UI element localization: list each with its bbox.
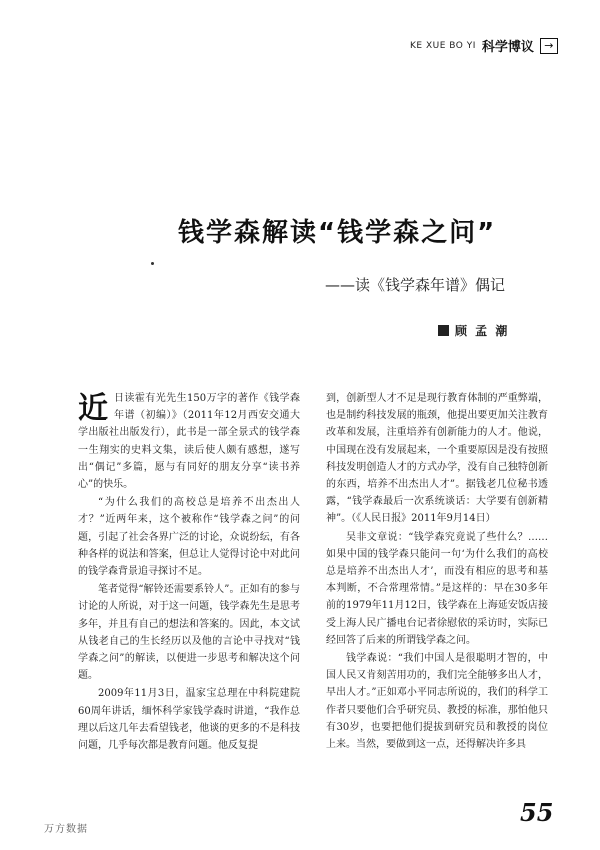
square-bullet-icon xyxy=(438,325,449,336)
paragraph: 到，创新型人才不足是现行教育体制的严重弊端，也是制约科技发展的瓶颈，他提出要更加关注教育改革和发展，注重培养有创新能力的人才。他说，中国现在没有发展起来，一个重要原因是没有按照科技发明创造人才的方式办学，没有自己独特创新的东西，培养不出杰出人才”。据钱老几位秘书透露，“钱学森最后一次系统谈话：大学要有创新精神”。（《人民日报》2011年9月14日） xyxy=(326,393,548,525)
paragraph: 钱学森说：“我们中国人是很聪明才智的，中国人民又肯刻苦用功的，我们完全能够多出人才，早出人才。”正如邓小平同志所说的，我们的科学工作者只要他们合乎研究员、教授的标准，那怕他只有30岁，也要把他们提拔到研究员和教授的岗位上来。当然，要做到这一点，还得解决许多具 xyxy=(326,653,548,751)
column-name-english: KE XUE BO YI xyxy=(410,40,476,51)
paragraph: “为什么我们的高校总是培养不出杰出人才？”近两年来，这个被称作“钱学森之问”的问题，引起了社会各界广泛的讨论，众说纷纭，有各种各样的说法和答案，但总让人觉得讨论中对此问的钱学森背景追寻探讨不足。 xyxy=(78,497,300,578)
arrow-right-icon: → xyxy=(540,38,558,54)
author-byline xyxy=(438,322,509,339)
page-number: 55 xyxy=(520,798,554,827)
paragraph: 笔者觉得“解铃还需要系铃人”。正如有的参与讨论的人所说，对于这一问题，钱学森先生是思考多年，并且有自己的想法和答案的。因此，本文试从钱老自己的生长经历以及他的言论中寻找对“钱学森之问”的解读，以便进一步思考和解决这个问题。 xyxy=(78,584,300,682)
print-speck xyxy=(151,262,154,265)
article-title: 钱学森解读“钱学森之问” xyxy=(178,218,497,248)
author-name: 顾 孟 潮 xyxy=(455,324,510,338)
article-subtitle: ——读《钱学森年谱》偶记 xyxy=(325,276,506,294)
left-column xyxy=(78,390,300,755)
paragraph: 2009年11月3日，温家宝总理在中科院建院60周年讲话，缅怀科学家钱学森时讲道，“我作总理以后这几年去看望钱老，他谈的更多的不是科技问题，几乎每次都是教育问题。他反复提 xyxy=(78,688,300,752)
column-name-chinese: 科学博议 xyxy=(481,40,534,55)
drop-cap: 近 xyxy=(78,391,108,426)
right-column xyxy=(326,390,548,754)
paragraph: 吴非文章说：“钱学森究竟说了些什么？……如果中国的钱学森只能问一句‘为什么我们的高校总是培养不出杰出人才’，而没有相应的思考和基本判断，不合常理常情。”是这样的：早在30多年前的1979年11月12日，钱学森在上海延安饭店接受上海人民广播电台记者徐慰依的采访时，实际已经回答了后来的所谓钱学森之问。 xyxy=(326,531,548,646)
running-header xyxy=(410,36,558,55)
paragraph-text: 日读霍有光先生150万字的著作《钱学森年谱（初编）》（2011年12月西安交通大学出版社出版发行），此书是一部全景式的钱学森一生翔实的史料文集，读后使人颇有感想，遂写出“偶记”多篇，愿与有同好的朋友分享“读书养心”的快乐。 xyxy=(78,393,300,491)
watermark: 万方数据 xyxy=(44,824,88,835)
paragraph xyxy=(78,390,300,493)
